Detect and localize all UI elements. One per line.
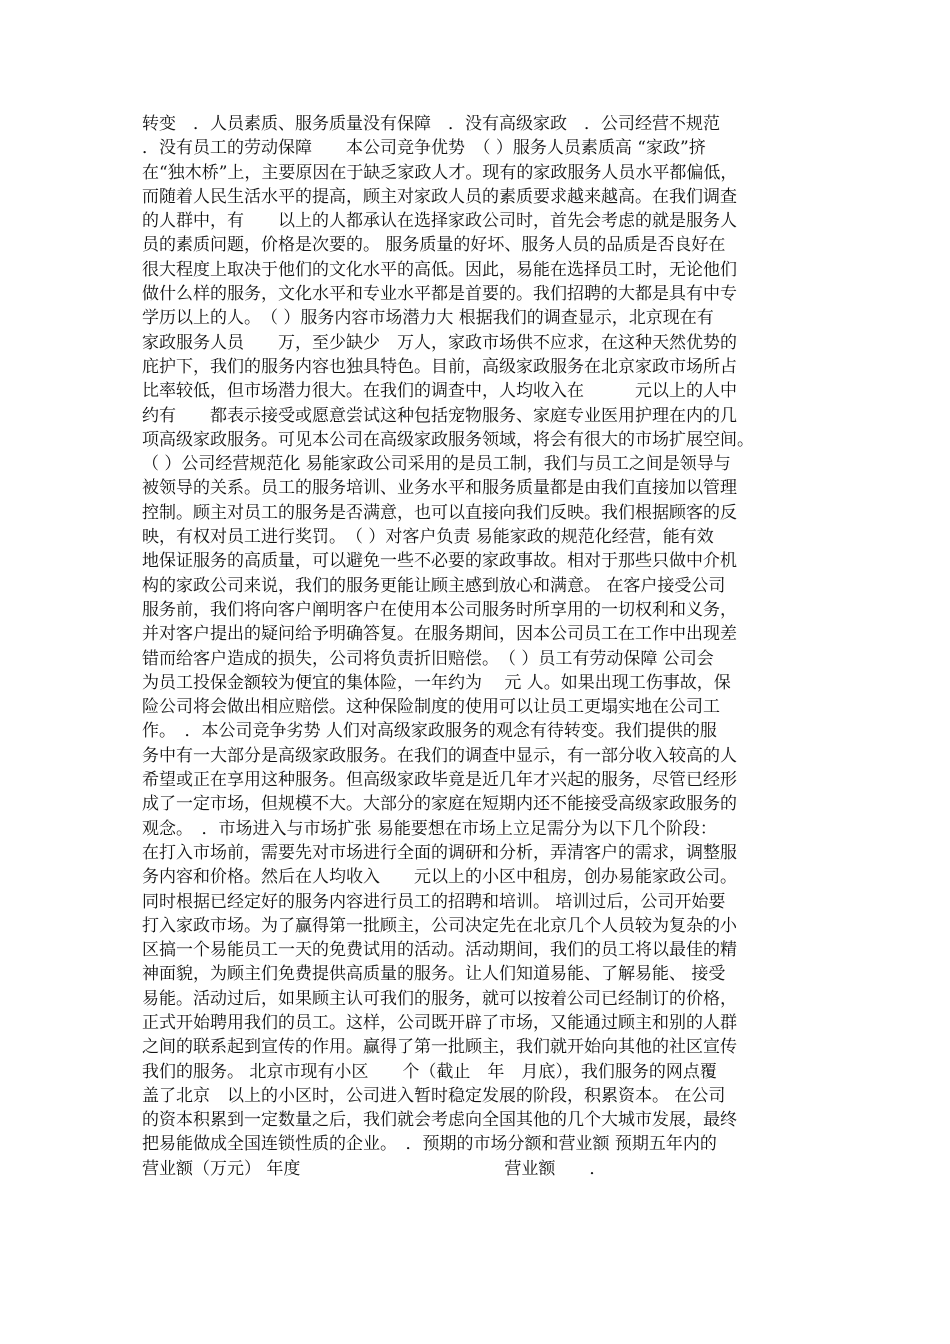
text-line: 务内容和价格。然后在人均收入 元以上的小区中租房，创办易能家政公司。 [142,867,737,888]
text-line: （ ）公司经营规范化 易能家政公司采用的是员工制，我们与员工之间是领导与 [142,454,731,475]
text-line: 我们的服务。 北京市现有小区 个（截止 年 月底），我们服务的网点覆 [142,1061,717,1082]
text-line: 正式开始聘用我们的员工。这样，公司既开辟了市场，又能通过顾主和别的人群 [142,1012,737,1033]
text-line: 希望或正在享用这种服务。但高级家政毕竟是近几年才兴起的服务，尽管已经形 [142,770,737,791]
text-line: 做什么样的服务，文化水平和专业水平都是首要的。我们招聘的大都是具有中专 [142,284,737,305]
text-line: 营业额（万元） 年度 营业额 ． [142,1158,607,1179]
text-line: 地保证服务的高质量，可以避免一些不必要的家政事故。相对于那些只做中介机 [142,551,737,572]
text-line: 庇护下，我们的服务内容也独具特色。目前，高级家政服务在北京家政市场所占 [142,356,737,377]
text-line: 作。 ．本公司竞争劣势 人们对高级家政服务的观念有待转变。我们提供的服 [142,721,717,742]
text-line: 神面貌，为顾主们免费提供高质量的服务。让人们知道易能、了解易能、 接受 [142,964,726,985]
body-text [142,112,822,1181]
text-line: 控制。顾主对员工的服务是否满意，也可以直接向我们反映。我们根据顾客的反 [142,502,737,523]
text-line: 的资本积累到一定数量之后，我们就会考虑向全国其他的几个大城市发展，最终 [142,1110,737,1131]
text-line: 之间的联系起到宣传的作用。赢得了第一批顾主，我们就开始向其他的社区宣传 [142,1037,737,1058]
text-line: 观念。 ．市场进入与市场扩张 易能要想在市场上立足需分为以下几个阶段： [142,818,717,839]
text-line: 学历以上的人。 （ ）服务内容市场潜力大 根据我们的调查显示，北京现在有 [142,308,714,329]
text-line: 在打入市场前，需要先对市场进行全面的调研和分析，弄清客户的需求，调整服 [142,842,737,863]
text-line: 同时根据已经定好的服务内容进行员工的招聘和培训。 培训过后，公司开始要 [142,891,726,912]
text-line: 而随着人民生活水平的提高，顾主对家政人员的素质要求越来越高。在我们调查 [142,186,737,207]
text-line: 很大程度上取决于他们的文化水平的高低。因此，易能在选择员工时，无论他们 [142,259,737,280]
text-line: 员的素质问题，价格是次要的。 服务质量的好坏、服务人员的品质是否良好在 [142,235,726,256]
text-line: 比率较低，但市场潜力很大。在我们的调查中，人均收入在 元以上的人中 [142,381,737,402]
text-line: 险公司将会做出相应赔偿。这种保险制度的使用可以让员工更塌实地在公司工 [142,697,720,718]
text-line: 为员工投保金额较为便宜的集体险，一年约为 元 人。如果出现工伤事故，保 [142,672,731,693]
text-line: ．没有员工的劳动保障 本公司竞争优势 （ ）服务人员素质高 “家政”挤 [142,138,706,159]
text-line: 映，有权对员工进行奖罚。 （ ）对客户负责 易能家政的规范化经营，能有效 [142,527,714,548]
text-line: 务中有一大部分是高级家政服务。在我们的调查中显示，有一部分收入较高的人 [142,745,737,766]
text-line: 易能。活动过后，如果顾主认可我们的服务，就可以按着公司已经制订的价格， [142,988,737,1009]
text-line: 盖了北京 以上的小区时，公司进入暂时稳定发展的阶段，积累资本。 在公司 [142,1085,726,1106]
text-line: 在“独木桥”上，主要原因在于缺乏家政人才。现有的家政服务人员水平都偏低， [142,162,738,183]
text-line: 并对客户提出的疑问给予明确答复。在服务期间，因本公司员工在工作中出现差 [142,624,737,645]
text-line: 错而给客户造成的损失，公司将负责折旧赔偿。 （ ）员工有劳动保障 公司会 [142,648,714,669]
text-line: 打入家政市场。为了赢得第一批顾主，公司决定先在北京几个人员较为复杂的小 [142,915,737,936]
text-line: 项高级家政服务。可见本公司在高级家政服务领域，将会有很大的市场扩展空间。 [142,429,754,450]
text-line: 把易能做成全国连锁性质的企业。 ．预期的市场分额和营业额 预期五年内的 [142,1134,717,1155]
text-line: 家政服务人员 万，至少缺少 万人，家政市场供不应求，在这种天然优势的 [142,332,737,353]
text-line: 的人群中，有 以上的人都承认在选择家政公司时，首先会考虑的就是服务人 [142,211,737,232]
text-line: 被领导的关系。员工的服务培训、业务水平和服务质量都是由我们直接加以管理 [142,478,737,499]
text-line: 成了一定市场，但规模不大。大部分的家庭在短期内还不能接受高级家政服务的 [142,794,737,815]
text-line: 约有 都表示接受或愿意尝试这种包括宠物服务、家庭专业医用护理在内的几 [142,405,737,426]
text-line: 服务前，我们将向客户阐明客户在使用本公司服务时所享用的一切权利和义务， [142,599,737,620]
text-line: 构的家政公司来说，我们的服务更能让顾主感到放心和满意。 在客户接受公司 [142,575,726,596]
text-line: 区搞一个易能员工一天的免费试用的活动。活动期间，我们的员工将以最佳的精 [142,940,737,961]
text-line: 转变 ．人员素质、服务质量没有保障 ．没有高级家政 ．公司经营不规范 [142,114,720,134]
